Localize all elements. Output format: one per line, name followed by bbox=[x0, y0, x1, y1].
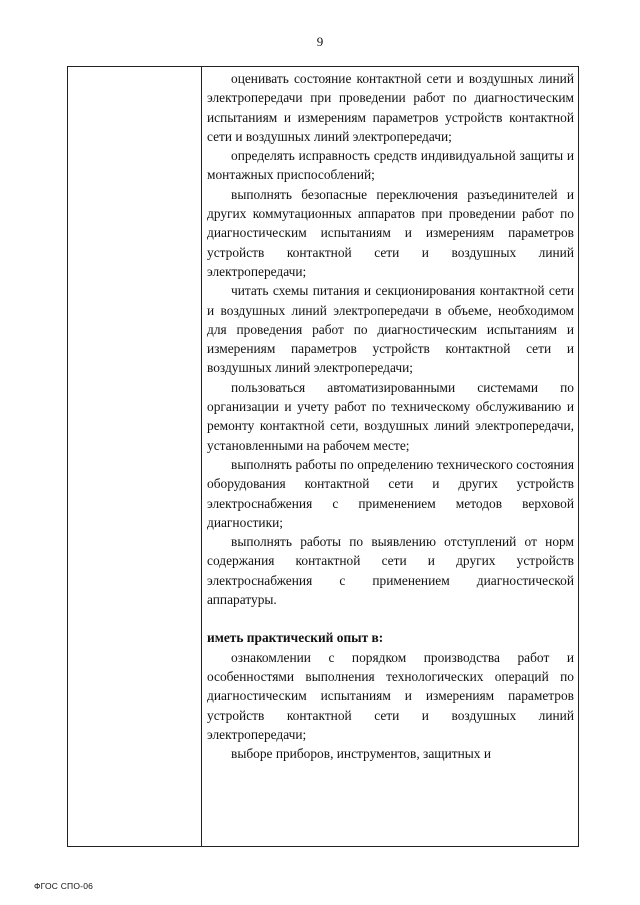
blank-line bbox=[207, 609, 574, 628]
skill-paragraph: пользоваться автоматизированными системами по организации и учету работ по техническому обслуживанию и ремонту контактной сети, воздушных линий электропередачи, установленными на рабочем месте; bbox=[207, 379, 574, 453]
requirements-cell bbox=[207, 69, 574, 763]
skill-paragraph: выполнять безопасные переключения разъединителей и других коммутационных аппаратов при проведении работ по диагностическим испытаниям и измерениям параметров устройств контактной сети и воздушных линий электропередачи; bbox=[207, 186, 574, 279]
section-heading: иметь практический опыт в: bbox=[207, 630, 384, 646]
experience-paragraph: ознакомлении с порядком производства работ и особенностями выполнения технологических операций по диагностическим испытаниям и измерениям параметров устройств контактной сети и воздушных линий электропередачи; bbox=[207, 649, 574, 742]
column-divider bbox=[201, 67, 202, 846]
skill-paragraph: оценивать состояние контактной сети и воздушных линий электропередачи при проведении работ по диагностическим испытаниям и измерениям параметров устройств контактной сети и воздушных линий электропередачи; bbox=[207, 71, 574, 144]
skill-paragraph: выполнять работы по определению технического состояния оборудования контактной сети и других устройств электроснабжения с применением методов верховой диагностики; bbox=[207, 456, 574, 530]
document-footer: ФГОС СПО-06 bbox=[34, 881, 94, 891]
experience-paragraph: выборе приборов, инструментов, защитных и bbox=[231, 746, 491, 762]
skill-paragraph: читать схемы питания и секционирования контактной сети и воздушных линий электропередачи в объеме, необходимом для проведения работ по диагностическим испытаниям и измерениям параметров устройств контактной сети и воздушных линий электропередачи; bbox=[207, 283, 574, 376]
page-number: 9 bbox=[316, 34, 324, 49]
skill-paragraph: определять исправность средств индивидуальной защиты и монтажных приспособлений; bbox=[207, 148, 574, 183]
requirements-table bbox=[67, 66, 579, 847]
skill-paragraph: выполнять работы по выявлению отступлений от норм содержания контактной сети и других устройств электроснабжения с применением диагностической аппаратуры. bbox=[207, 534, 574, 608]
